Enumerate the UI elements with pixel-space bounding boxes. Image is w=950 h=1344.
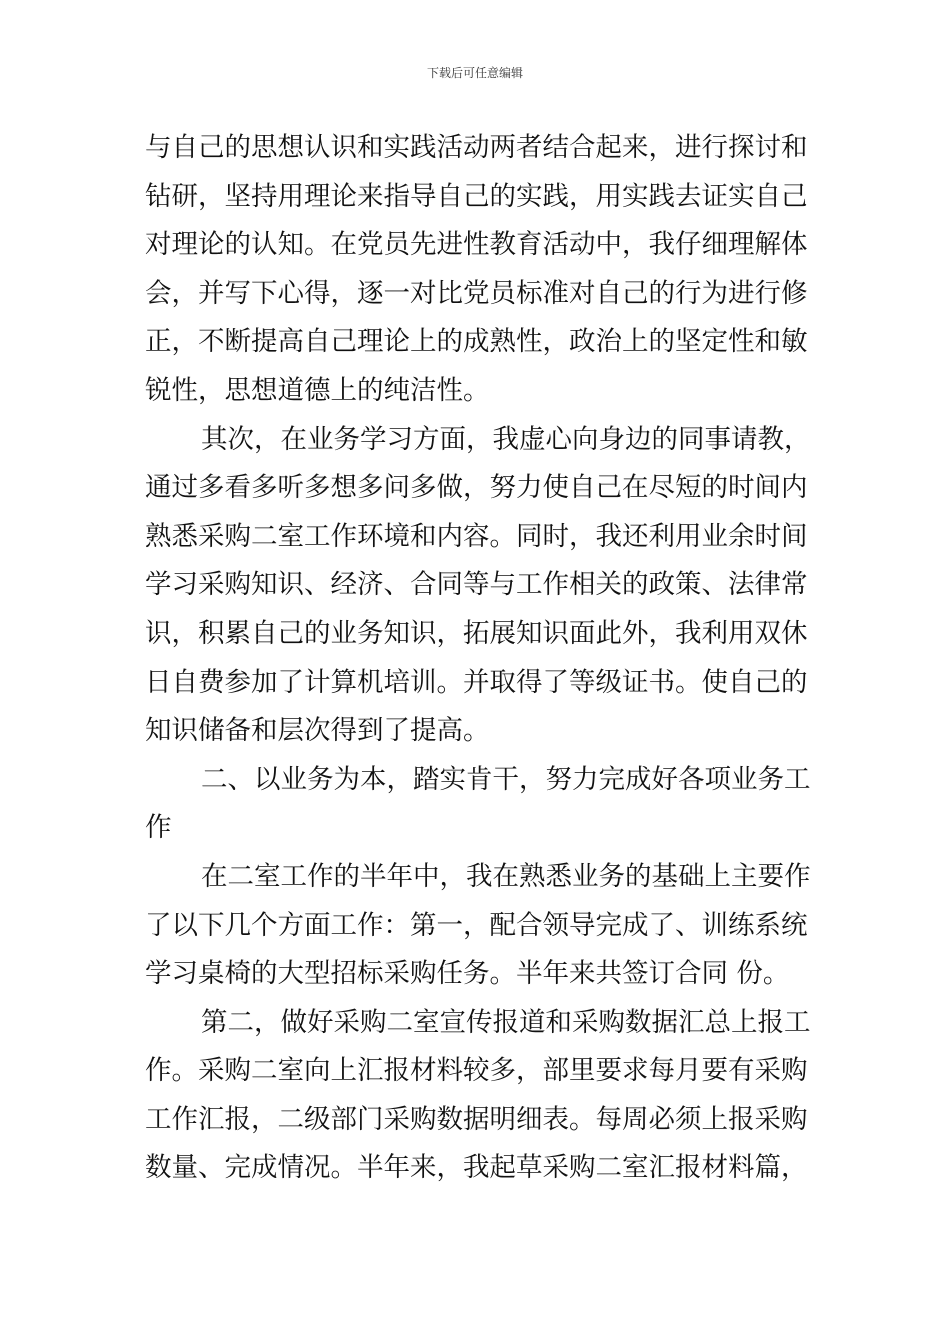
text-line: 学习桌椅的大型招标采购任务。半年来共签订合同 份。: [145, 958, 790, 990]
text-line: 作。采购二室向上汇报材料较多，部里要求每月要有采购: [145, 1055, 808, 1087]
text-line: 知识储备和层次得到了提高。: [145, 715, 490, 747]
text-line: 日自费参加了计算机培训。并取得了等级证书。使自己的: [145, 666, 808, 698]
section-heading-line: 作: [145, 812, 172, 844]
document-body: [145, 124, 815, 1193]
text-line: 会，并写下心得，逐一对比党员标准对自己的行为进行修: [145, 277, 808, 309]
text-line: 通过多看多听多想多问多做，努力使自己在尽短的时间内: [145, 472, 808, 504]
text-line: 熟悉采购二室工作环境和内容。同时，我还利用业余时间: [145, 520, 808, 552]
text-line: 与自己的思想认识和实践活动两者结合起来，进行探讨和: [145, 132, 808, 163]
text-line: 工作汇报，二级部门采购数据明细表。每周必须上报采购: [145, 1103, 808, 1135]
page-header: 下载后可任意编辑: [426, 66, 523, 80]
text-line: 数量、完成情况。半年来，我起草采购二室汇报材料篇，: [145, 1152, 808, 1184]
section-heading-line: 二、以业务为本，踏实肯干，努力完成好各项业务工: [201, 763, 811, 795]
text-line: 识，积累自己的业务知识，拓展知识面此外，我利用双休: [145, 617, 808, 649]
text-line: 正，不断提高自己理论上的成熟性，政治上的坚定性和敏: [145, 326, 808, 358]
paragraph-start-line: 第二，做好采购二室宣传报道和采购数据汇总上报工: [201, 1006, 811, 1038]
text-line: 钻研，坚持用理论来指导自己的实践，用实践去证实自己: [145, 180, 808, 212]
paragraph-start-line: 在二室工作的半年中，我在熟悉业务的基础上主要作: [201, 860, 811, 892]
paragraph-start-line: 其次，在业务学习方面，我虚心向身边的同事请教，: [201, 423, 811, 455]
text-line: 学习采购知识、经济、合同等与工作相关的政策、法律常: [145, 569, 808, 601]
text-line: 对理论的认知。在党员先进性教育活动中，我仔细理解体: [145, 229, 808, 261]
text-line: 了以下几个方面工作：第一，配合领导完成了、训练系统: [145, 909, 808, 941]
text-line: 锐性，思想道德上的纯洁性。: [145, 374, 490, 406]
